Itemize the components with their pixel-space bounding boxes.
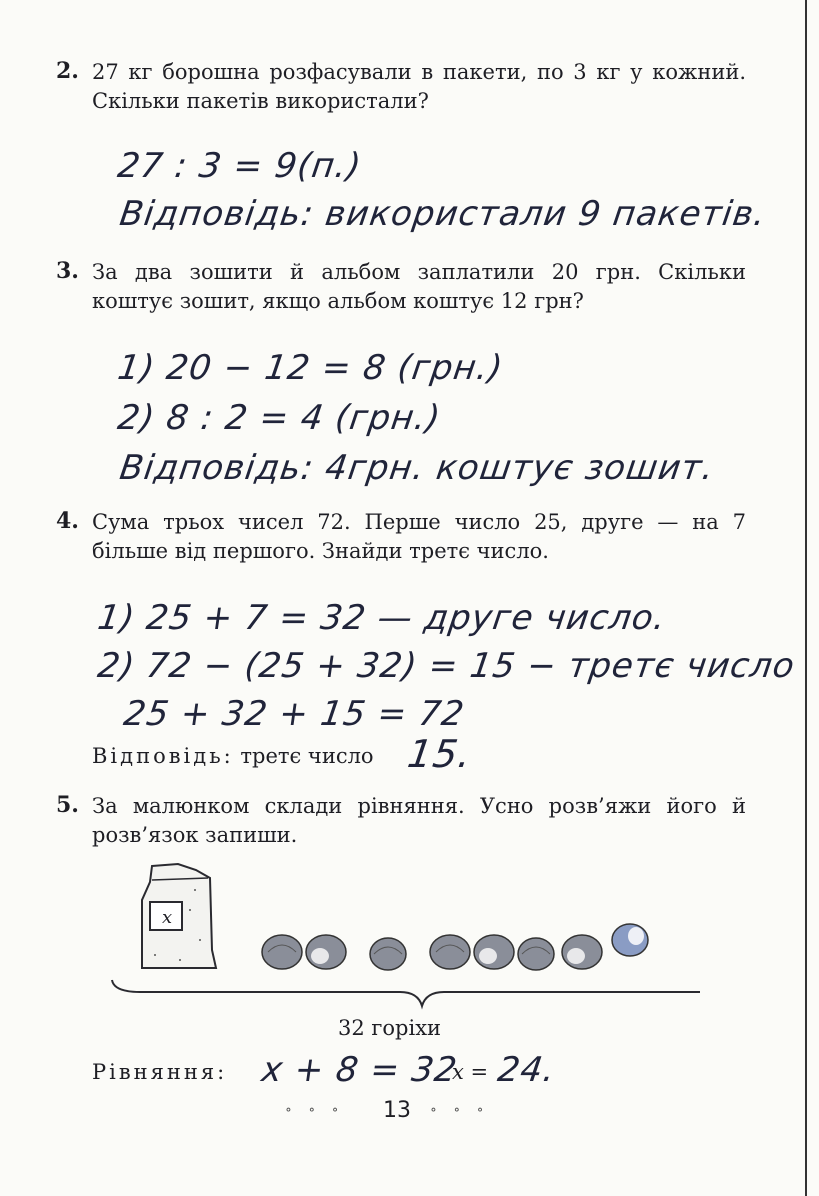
task-text: Сума трьох чисел 72. Перше число 25, друге — на 7 більше від першого. Знайди третє число.: [92, 510, 746, 563]
nut-icon: [612, 924, 648, 956]
task-4: [56, 508, 746, 566]
task-text: За два зошити й альбом заплатили 20 грн. Скільки коштує зошит, якщо альбом коштує 12 грн?: [92, 260, 746, 313]
handwritten-answer-value: 15.: [404, 732, 475, 776]
nut-icon: [562, 935, 602, 969]
nut-icon: [518, 938, 554, 970]
brace: [112, 980, 700, 1006]
answer-line: [92, 744, 374, 768]
task-number: 5.: [56, 792, 79, 818]
task-text: 27 кг борошна розфасували в пакети, по 3 кг у кожний. Скільки пакетів використали?: [92, 60, 746, 113]
bag-icon: [142, 864, 216, 968]
nut-icon: [430, 935, 470, 969]
nut-icon: [474, 935, 514, 969]
equation-label: Рівняння:: [92, 1060, 228, 1084]
task-text: За малюнком склади рівняння. Усно розв’яжи його й розв’язок запиши.: [92, 794, 746, 847]
nut-icon: [370, 938, 406, 970]
x-label: x =: [452, 1060, 489, 1084]
handwritten-step-1: 1) 20 − 12 = 8 (грн.): [115, 348, 506, 388]
footer-ornament-left: ∘ ∘ ∘: [285, 1102, 345, 1118]
task-5: [56, 792, 746, 850]
task-3: [56, 258, 746, 316]
task-number: 3.: [56, 258, 79, 284]
handwritten-answer: Відповідь: 4грн. коштує зошит.: [117, 448, 717, 488]
handwritten-step-2: 2) 8 : 2 = 4 (грн.): [115, 398, 444, 438]
nut-icon: [306, 935, 346, 969]
task-number: 2.: [56, 58, 79, 84]
task-number: 4.: [56, 508, 79, 534]
page-number: 13: [383, 1098, 411, 1123]
handwritten-step-2: 2) 72 − (25 + 32) = 15 − третє число: [95, 646, 798, 686]
footer-ornament-right: ∘ ∘ ∘: [430, 1102, 490, 1118]
task-2: [56, 58, 746, 116]
bag-and-nuts-illustration: [100, 860, 700, 1010]
bag-label: x: [162, 907, 173, 928]
answer-label: Відповідь:: [92, 744, 234, 768]
answer-text: третє число: [240, 744, 374, 768]
page-edge: [805, 0, 807, 1196]
handwritten-answer: Відповідь: використали 9 пакетів.: [117, 194, 769, 234]
handwritten-check: 25 + 32 + 15 = 72: [121, 694, 468, 734]
handwritten-equation: x + 8 = 32: [259, 1050, 461, 1090]
brace-caption: 32 горіхи: [338, 1016, 442, 1040]
handwritten-solution: 27 : 3 = 9(п.): [115, 146, 365, 186]
handwritten-step-1: 1) 25 + 7 = 32 — друге число.: [95, 598, 669, 638]
handwritten-x-value: 24.: [495, 1050, 558, 1090]
nut-icon: [262, 935, 302, 969]
